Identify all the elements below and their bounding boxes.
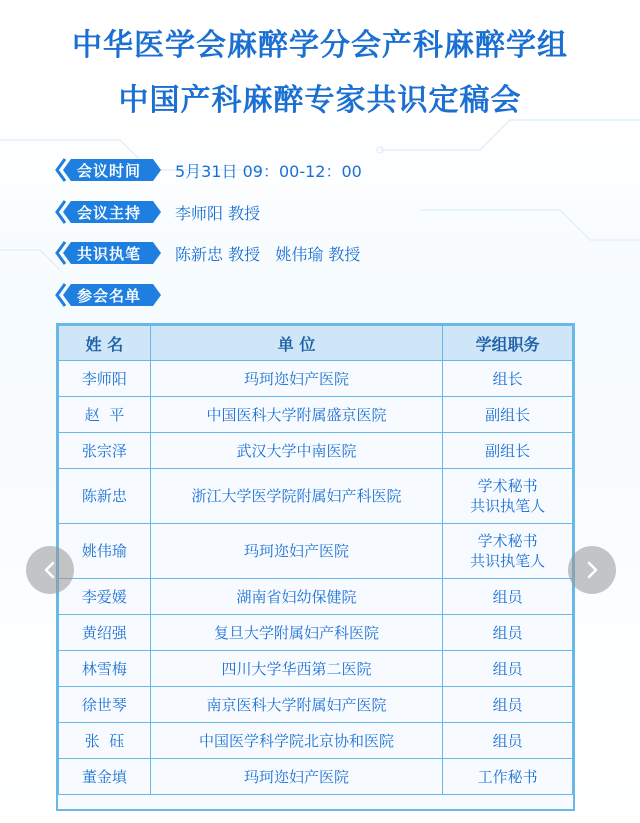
- table-row: [59, 433, 573, 469]
- cell-unit: 中国医学科学院北京协和医院: [150, 723, 442, 759]
- cell-unit: 南京医科大学附属妇产医院: [150, 687, 442, 723]
- cell-role: 组长: [443, 361, 573, 397]
- chevron-left-icon: [40, 560, 60, 580]
- cell-unit: 玛珂迩妇产医院: [150, 759, 442, 795]
- participants-table: [58, 325, 573, 795]
- page-title-line1: 中华医学会麻醉学分会产科麻醉学组: [72, 28, 568, 63]
- table-header-row: [59, 326, 573, 361]
- table-row: [59, 615, 573, 651]
- time-label-tag: [55, 158, 163, 182]
- cell-unit: 四川大学华西第二医院: [150, 651, 442, 687]
- writer-label-tag: [55, 241, 163, 265]
- table-row: [59, 361, 573, 397]
- cell-unit: 复旦大学附属妇产科医院: [150, 615, 442, 651]
- info-row-time: [55, 156, 362, 184]
- table-row: [59, 524, 573, 579]
- table-row: [59, 397, 573, 433]
- cell-role: 副组长: [443, 433, 573, 469]
- cell-unit: 玛珂迩妇产医院: [150, 361, 442, 397]
- cell-role: [443, 524, 573, 579]
- cell-role-line1: 学术秘书: [477, 532, 538, 550]
- chevron-right-icon: [582, 560, 602, 580]
- cell-role: 组员: [443, 579, 573, 615]
- cell-name: 董金填: [59, 759, 151, 795]
- table-row: [59, 469, 573, 524]
- cell-role: 组员: [443, 615, 573, 651]
- host-label-tag: [55, 200, 163, 224]
- cell-role-line1: 学术秘书: [477, 477, 538, 495]
- cell-role: 组员: [443, 723, 573, 759]
- cell-role: 工作秘书: [443, 759, 573, 795]
- cell-unit: 玛珂迩妇产医院: [150, 524, 442, 579]
- cell-name: 徐世琴: [59, 687, 151, 723]
- header-unit: 单 位: [150, 326, 442, 361]
- cell-unit: 中国医科大学附属盛京医院: [150, 397, 442, 433]
- cell-name: 李师阳: [59, 361, 151, 397]
- cell-name: 林雪梅: [59, 651, 151, 687]
- participants-label: 参会名单: [76, 286, 141, 305]
- time-label: 会议时间: [76, 161, 141, 180]
- table-row: [59, 759, 573, 795]
- cell-unit: 湖南省妇幼保健院: [150, 579, 442, 615]
- info-row-host: [55, 198, 260, 226]
- cell-role: [443, 469, 573, 524]
- next-slide-button[interactable]: [568, 546, 616, 594]
- cell-name: 姚伟瑜: [59, 524, 151, 579]
- cell-role-line2: 共识执笔人: [470, 552, 546, 570]
- table-row: [59, 651, 573, 687]
- cell-name: 李爱媛: [59, 579, 151, 615]
- writer-label: 共识执笔: [76, 244, 141, 263]
- table-row: [59, 687, 573, 723]
- cell-role-line2: 共识执笔人: [470, 497, 546, 515]
- header-role: 学组职务: [443, 326, 573, 361]
- host-value: 李师阳 教授: [175, 203, 261, 223]
- info-row-writer: [55, 239, 360, 267]
- participants-table-container: [56, 323, 575, 811]
- participants-label-tag: [55, 283, 163, 307]
- info-row-participants: [55, 281, 163, 309]
- cell-name: 黄绍强: [59, 615, 151, 651]
- prev-slide-button[interactable]: [26, 546, 74, 594]
- page-title-line2: 中国产科麻醉专家共识定稿会: [118, 83, 522, 118]
- cell-role: 组员: [443, 687, 573, 723]
- cell-unit: 浙江大学医学院附属妇产科医院: [150, 469, 442, 524]
- table-row: [59, 723, 573, 759]
- cell-name: 张宗泽: [59, 433, 151, 469]
- cell-role: 副组长: [443, 397, 573, 433]
- cell-name: 张 砡: [59, 723, 151, 759]
- header-name: 姓 名: [59, 326, 151, 361]
- time-value: 5月31日 09：00-12：00: [175, 161, 362, 181]
- writer-value: 陈新忠 教授 姚伟瑜 教授: [175, 244, 361, 264]
- cell-role: 组员: [443, 651, 573, 687]
- table-row: [59, 579, 573, 615]
- cell-name: 赵 平: [59, 397, 151, 433]
- host-label: 会议主持: [76, 203, 141, 222]
- cell-unit: 武汉大学中南医院: [150, 433, 442, 469]
- cell-name: 陈新忠: [59, 469, 151, 524]
